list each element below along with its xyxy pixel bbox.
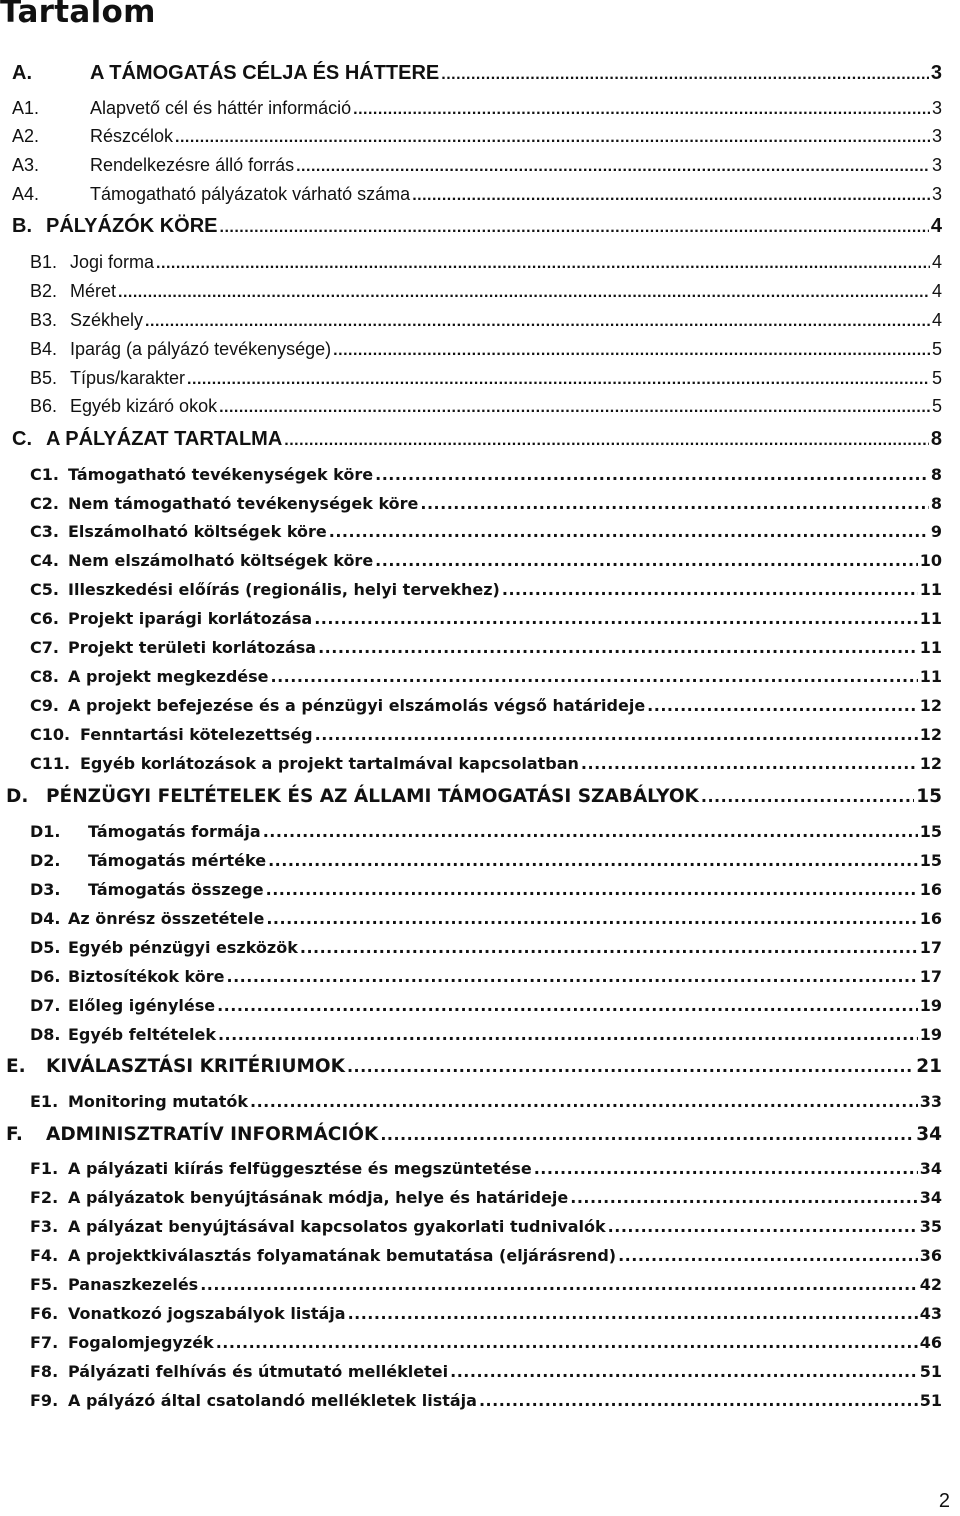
toc-entry[interactable] — [30, 1362, 942, 1386]
toc-entry-page: 15 — [916, 786, 942, 807]
toc-entry[interactable] — [6, 786, 942, 810]
toc-leader-dots — [250, 1092, 918, 1111]
toc-entry-number: D8. — [30, 1025, 61, 1044]
toc-entry-label: A projektkiválasztás folyamatának bemutatása (eljárásrend) — [68, 1246, 617, 1265]
toc-entry-page: 51 — [919, 1362, 942, 1381]
toc-entry-label: Rendelkezésre álló forrás — [90, 155, 295, 175]
toc-entry-page: 19 — [919, 1025, 942, 1044]
toc-entry-label: Egyéb pénzügyi eszközök — [68, 938, 298, 957]
toc-leader-dots — [284, 432, 929, 450]
toc-leader-dots — [348, 1304, 918, 1323]
toc-entry-number: F7. — [30, 1333, 59, 1352]
toc-entry[interactable] — [30, 1025, 942, 1049]
toc-entry-label: Egyéb korlátozások a projekt tartalmával kapcsolatban — [80, 754, 579, 773]
toc-entry[interactable] — [30, 1275, 942, 1299]
toc-entry[interactable] — [30, 909, 942, 933]
page-number: 2 — [938, 1490, 950, 1512]
toc-entry-number: F4. — [30, 1246, 59, 1265]
toc-entry-number: C11. — [30, 754, 71, 773]
toc-leader-dots — [216, 1333, 918, 1352]
toc-entry-label: Biztosítékok köre — [68, 967, 225, 986]
toc-entry[interactable] — [30, 494, 942, 518]
toc-entry-label: Székhely — [70, 310, 144, 330]
toc-entry-page: 16 — [919, 880, 942, 899]
toc-entry-label: A PÁLYÁZAT TARTALMA — [46, 428, 283, 450]
toc-entry-page: 3 — [931, 184, 942, 204]
toc-entry[interactable] — [30, 368, 942, 392]
toc-leader-dots — [375, 551, 918, 570]
toc-entry-page: 34 — [916, 1124, 942, 1145]
toc-entry-page: 8 — [930, 494, 942, 513]
toc-entry[interactable] — [30, 754, 942, 778]
toc-entry-label: Nem támogatható tevékenységek köre — [68, 494, 419, 513]
toc-entry-number: D3. — [30, 880, 61, 899]
toc-entry[interactable] — [30, 252, 942, 276]
toc-entry-label: Vonatkozó jogszabályok listája — [68, 1304, 346, 1323]
toc-entry-label: ADMINISZTRATÍV INFORMÁCIÓK — [46, 1124, 379, 1145]
toc-entry-number: F. — [6, 1124, 23, 1145]
toc-entry-number: C4. — [30, 551, 59, 570]
toc-entry-number: C7. — [30, 638, 59, 657]
toc-entry-label: Projekt iparági korlátozása — [68, 609, 313, 628]
toc-entry-page: 15 — [919, 851, 942, 870]
toc-entry-page: 5 — [931, 396, 942, 416]
toc-entry-label: Illeszkedési előírás (regionális, helyi tervekhez) — [68, 580, 500, 599]
toc-entry-page: 3 — [931, 126, 942, 146]
toc-entry-page: 12 — [919, 754, 942, 773]
toc-entry-label: Az önrész összetétele — [68, 909, 265, 928]
toc-leader-dots — [118, 284, 930, 302]
toc-entry-label: PÉNZÜGYI FELTÉTELEK ÉS AZ ÁLLAMI TÁMOGATÁSI SZABÁLYOK — [46, 786, 699, 807]
toc-entry-label: Előleg igénylése — [68, 996, 216, 1015]
toc-entry-number: C6. — [30, 609, 59, 628]
toc-leader-dots — [300, 938, 918, 957]
toc-entry-number: F3. — [30, 1217, 59, 1236]
toc-entry-number: E. — [6, 1056, 26, 1077]
toc-entry-page: 12 — [919, 725, 942, 744]
toc-entry-number: D4. — [30, 909, 61, 928]
toc-entry-number: B4. — [30, 339, 58, 359]
toc-leader-dots — [353, 101, 930, 119]
toc-entry-page: 12 — [919, 696, 942, 715]
toc-entry-page: 33 — [919, 1092, 942, 1111]
toc-entry-number: F2. — [30, 1188, 59, 1207]
toc-entry[interactable] — [30, 851, 942, 875]
toc-entry-page: 43 — [919, 1304, 942, 1323]
toc-entry[interactable] — [12, 184, 942, 208]
toc-entry-page: 42 — [919, 1275, 942, 1294]
toc-entry[interactable] — [30, 638, 942, 662]
toc-entry-number: C1. — [30, 465, 59, 484]
toc-entry-page: 4 — [931, 310, 942, 330]
toc-entry-page: 19 — [919, 996, 942, 1015]
toc-entry[interactable] — [30, 1304, 942, 1328]
toc-leader-dots — [450, 1362, 918, 1381]
toc-entry[interactable] — [30, 339, 942, 363]
toc-entry[interactable] — [30, 967, 942, 991]
toc-entry-label: Jogi forma — [70, 252, 155, 272]
toc-entry[interactable] — [30, 310, 942, 334]
toc-entry-page: 3 — [931, 98, 942, 118]
toc-leader-dots — [145, 313, 930, 331]
toc-leader-dots — [268, 851, 918, 870]
toc-leader-dots — [479, 1391, 918, 1410]
toc-entry-number: C9. — [30, 696, 59, 715]
toc-entry-page: 16 — [919, 909, 942, 928]
toc-entry-number: D7. — [30, 996, 61, 1015]
toc-entry-number: E1. — [30, 1092, 59, 1111]
toc-leader-dots — [502, 580, 918, 599]
toc-entry-number: B. — [12, 215, 32, 237]
toc-entry[interactable] — [30, 1391, 942, 1415]
toc-entry[interactable] — [12, 215, 942, 239]
toc-entry[interactable] — [12, 98, 942, 122]
toc-entry-page: 9 — [930, 522, 942, 541]
toc-leader-dots — [618, 1246, 918, 1265]
toc-entry-number: B3. — [30, 310, 58, 330]
toc-entry-page: 17 — [919, 938, 942, 957]
toc-entry[interactable] — [30, 281, 942, 305]
toc-entry-label: A pályázó által csatolandó mellékletek listája — [68, 1391, 477, 1410]
toc-entry-label: Támogatható tevékenységek köre — [68, 465, 374, 484]
toc-entry-number: A. — [12, 62, 32, 84]
toc-entry[interactable] — [6, 1056, 942, 1080]
toc-entry-page: 36 — [919, 1246, 942, 1265]
toc-entry-number: C3. — [30, 522, 59, 541]
toc-entry-label: Támogatás mértéke — [88, 851, 267, 870]
toc-leader-dots — [412, 187, 930, 205]
toc-entry-page: 34 — [919, 1159, 942, 1178]
toc-entry-number: D5. — [30, 938, 61, 957]
toc-leader-dots — [534, 1159, 918, 1178]
toc-entry-number: F8. — [30, 1362, 59, 1381]
toc-entry-label: Fogalomjegyzék — [68, 1333, 214, 1352]
toc-entry-number: B2. — [30, 281, 58, 301]
toc-entry-page: 46 — [919, 1333, 942, 1352]
toc-leader-dots — [220, 219, 929, 237]
toc-entry-label: Panaszkezelés — [68, 1275, 199, 1294]
toc-entry-number: C2. — [30, 494, 59, 513]
toc-leader-dots — [329, 522, 929, 541]
toc-entry-page: 15 — [919, 822, 942, 841]
toc-leader-dots — [219, 399, 930, 417]
toc-leader-dots — [441, 66, 929, 84]
toc-entry[interactable] — [30, 580, 942, 604]
toc-entry-number: B5. — [30, 368, 58, 388]
toc-entry-number: B6. — [30, 396, 58, 416]
toc-leader-dots — [581, 754, 918, 773]
toc-entry-page: 35 — [919, 1217, 942, 1236]
toc-entry-label: Támogatható pályázatok várható száma — [90, 184, 411, 204]
toc-entry[interactable] — [30, 1092, 942, 1116]
toc-entry-page: 5 — [931, 368, 942, 388]
toc-leader-dots — [333, 342, 930, 360]
toc-entry[interactable] — [12, 428, 942, 452]
toc-entry[interactable] — [30, 996, 942, 1020]
toc-entry-number: F1. — [30, 1159, 59, 1178]
page-title: Tartalom — [0, 0, 156, 30]
toc-entry[interactable] — [12, 155, 942, 179]
toc-entry-number: F6. — [30, 1304, 59, 1323]
toc-entry[interactable] — [12, 126, 942, 150]
toc-leader-dots — [318, 638, 918, 657]
toc-entry-label: Méret — [70, 281, 117, 301]
toc-entry-label: Iparág (a pályázó tevékenysége) — [70, 339, 332, 359]
toc-leader-dots — [647, 696, 918, 715]
toc-leader-dots — [701, 787, 914, 806]
toc-entry-page: 4 — [931, 281, 942, 301]
toc-entry-number: D. — [6, 786, 29, 807]
toc-leader-dots — [217, 996, 918, 1015]
toc-leader-dots — [315, 725, 918, 744]
toc-entry-label: Típus/karakter — [70, 368, 186, 388]
toc-entry-label: Fenntartási kötelezettség — [80, 725, 313, 744]
toc-entry-label: A pályázat benyújtásával kapcsolatos gyakorlati tudnivalók — [68, 1217, 606, 1236]
toc-entry[interactable] — [30, 396, 942, 420]
toc-entry-page: 8 — [930, 465, 942, 484]
toc-entry-page: 10 — [919, 551, 942, 570]
toc-entry-page: 21 — [916, 1056, 942, 1077]
toc-entry-page: 8 — [930, 428, 942, 450]
toc-entry-label: Elszámolható költségek köre — [68, 522, 327, 541]
toc-entry-number: A2. — [12, 126, 40, 146]
toc-entry-number: C. — [12, 428, 32, 450]
toc-entry-number: C10. — [30, 725, 71, 744]
toc-entry[interactable] — [30, 1188, 942, 1212]
toc-leader-dots — [175, 129, 930, 147]
toc-entry[interactable] — [30, 609, 942, 633]
toc-entry-number: D6. — [30, 967, 61, 986]
toc-entry-label: Támogatás összege — [88, 880, 264, 899]
toc-entry-page: 11 — [919, 580, 942, 599]
toc-entry-page: 11 — [919, 609, 942, 628]
toc-entry[interactable] — [30, 1246, 942, 1270]
toc-entry-number: C5. — [30, 580, 59, 599]
toc-entry-page: 4 — [931, 252, 942, 272]
toc-entry[interactable] — [12, 62, 942, 86]
toc-entry-number: C8. — [30, 667, 59, 686]
toc-entry-label: Monitoring mutatók — [68, 1092, 249, 1111]
toc-entry-label: A projekt megkezdése — [68, 667, 269, 686]
toc-entry[interactable] — [30, 1217, 942, 1241]
toc-leader-dots — [608, 1217, 918, 1236]
toc-entry-page: 3 — [930, 62, 942, 84]
toc-leader-dots — [570, 1188, 917, 1207]
toc-entry-number: A4. — [12, 184, 40, 204]
toc-entry-number: D2. — [30, 851, 61, 870]
toc-entry[interactable] — [6, 1124, 942, 1148]
toc-entry[interactable] — [30, 880, 942, 904]
toc-entry-number: A1. — [12, 98, 40, 118]
toc-entry-label: A TÁMOGATÁS CÉLJA ÉS HÁTTERE — [90, 62, 440, 84]
toc-leader-dots — [218, 1025, 918, 1044]
toc-leader-dots — [375, 465, 929, 484]
toc-entry-number: B1. — [30, 252, 58, 272]
toc-entry[interactable] — [30, 938, 942, 962]
toc-entry-label: PÁLYÁZÓK KÖRE — [46, 215, 218, 237]
toc-leader-dots — [156, 255, 930, 273]
toc-leader-dots — [263, 822, 918, 841]
toc-leader-dots — [347, 1057, 914, 1076]
toc-leader-dots — [266, 909, 917, 928]
toc-leader-dots — [380, 1125, 914, 1144]
toc-entry-page: 11 — [919, 667, 942, 686]
toc-entry-label: Részcélok — [90, 126, 174, 146]
toc-entry[interactable] — [30, 551, 942, 575]
toc-entry-page: 11 — [919, 638, 942, 657]
toc-entry-label: Egyéb kizáró okok — [70, 396, 218, 416]
toc-leader-dots — [314, 609, 918, 628]
toc-entry-page: 3 — [931, 155, 942, 175]
toc-entry-label: Pályázati felhívás és útmutató mellékletei — [68, 1362, 449, 1381]
toc-entry-label: Egyéb feltételek — [68, 1025, 216, 1044]
toc-entry-label: A pályázati kiírás felfüggesztése és megszüntetése — [68, 1159, 532, 1178]
toc-leader-dots — [200, 1275, 918, 1294]
toc-leader-dots — [296, 158, 930, 176]
toc-entry-page: 17 — [919, 967, 942, 986]
toc-entry-page: 51 — [919, 1391, 942, 1410]
toc-entry[interactable] — [30, 725, 942, 749]
toc-entry[interactable] — [30, 522, 942, 546]
toc-leader-dots — [271, 667, 918, 686]
toc-entry[interactable] — [30, 696, 942, 720]
toc-entry[interactable] — [30, 822, 942, 846]
toc-leader-dots — [420, 494, 928, 513]
toc-entry[interactable] — [30, 667, 942, 691]
toc-entry-page: 34 — [919, 1188, 942, 1207]
toc-entry-number: D1. — [30, 822, 61, 841]
toc-entry-label: Projekt területi korlátozása — [68, 638, 317, 657]
toc-entry-label: A projekt befejezése és a pénzügyi elszámolás végső határideje — [68, 696, 646, 715]
toc-entry[interactable] — [30, 465, 942, 489]
toc-leader-dots — [266, 880, 918, 899]
toc-entry-page: 4 — [930, 215, 942, 237]
toc-leader-dots — [187, 371, 930, 389]
toc-entry-label: KIVÁLASZTÁSI KRITÉRIUMOK — [46, 1056, 345, 1077]
toc-entry-label: A pályázatok benyújtásának módja, helye és határideje — [68, 1188, 569, 1207]
toc-entry[interactable] — [30, 1333, 942, 1357]
toc-entry-number: A3. — [12, 155, 40, 175]
toc-entry-label: Nem elszámolható költségek köre — [68, 551, 374, 570]
toc-entry-number: F5. — [30, 1275, 59, 1294]
toc-entry-label: Támogatás formája — [88, 822, 261, 841]
toc-entry-number: F9. — [30, 1391, 59, 1410]
toc-leader-dots — [227, 967, 918, 986]
toc-entry[interactable] — [30, 1159, 942, 1183]
toc-entry-label: Alapvető cél és háttér információ — [90, 98, 352, 118]
toc-entry-page: 5 — [931, 339, 942, 359]
